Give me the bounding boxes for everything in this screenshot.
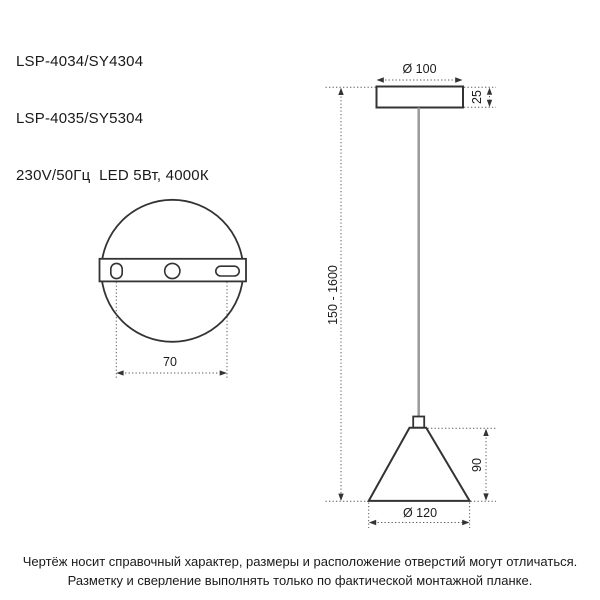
dim-label-suspension-range: 150 - 1600	[325, 265, 340, 325]
arrowhead-right	[220, 370, 227, 375]
arrowhead-right	[455, 77, 462, 82]
disclaimer-line-1: Чертёж носит справочный характер, размеры и расположение отверстий могут отличаться.	[22, 554, 578, 569]
arrowhead-left	[116, 370, 123, 375]
cable-hole	[165, 263, 180, 278]
arrowhead-down	[338, 494, 343, 501]
footer-disclaimer	[0, 553, 600, 590]
dim-label-hole-spacing: 70	[163, 354, 177, 369]
model-number-2: LSP-4035/SY5304	[16, 110, 144, 127]
header-block	[16, 14, 209, 223]
disclaimer-line-2: Разметку и сверление выполнять только по фактической монтажной планке.	[67, 572, 533, 588]
dim-label-shade-diameter: Ø 120	[402, 505, 438, 520]
dim-label-shade-height: 90	[470, 457, 484, 472]
model-number-1: LSP-4034/SY4304	[16, 53, 144, 70]
arrowhead-up	[338, 88, 343, 95]
electrical-specs: 230V/50Гц LED 5Вт, 4000К	[16, 167, 209, 184]
arrowhead-up	[487, 88, 492, 95]
arrowhead-down	[483, 493, 488, 500]
dim-label-canopy-height: 25	[469, 90, 484, 104]
dim-label-canopy-diameter: Ø 100	[402, 61, 437, 76]
arrowhead-left	[369, 520, 376, 525]
arrowhead-down	[487, 100, 492, 107]
mounting-slot-left	[111, 263, 122, 278]
cone-shade	[369, 428, 470, 501]
arrowhead-right	[462, 520, 469, 525]
lamp-socket	[413, 417, 424, 428]
top-view-drawing	[100, 200, 247, 378]
arrowhead-left	[377, 77, 384, 82]
mounting-slot-right	[216, 266, 239, 276]
ceiling-canopy	[377, 87, 464, 108]
arrowhead-up	[483, 429, 488, 436]
